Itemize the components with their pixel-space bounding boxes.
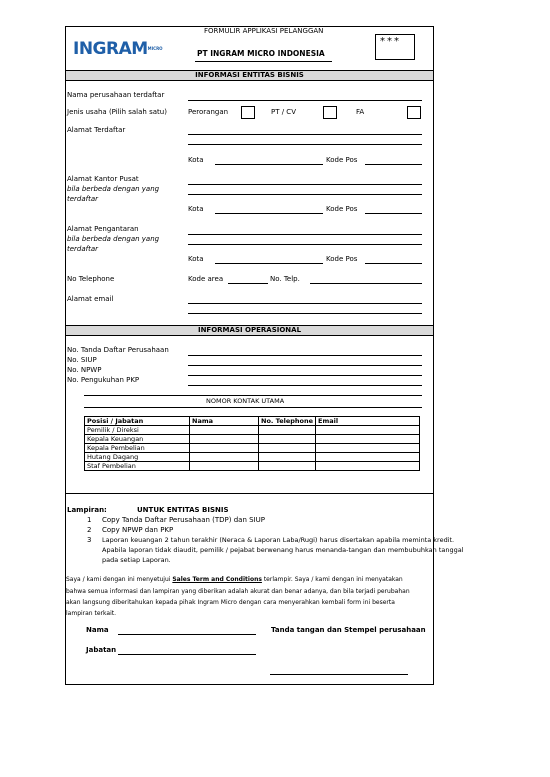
cell-telephone[interactable] — [259, 426, 316, 435]
cell-telephone[interactable] — [259, 453, 316, 462]
field-email-2[interactable] — [188, 313, 422, 314]
ingram-micro-logo: $INGRAM^{MICRO}$ — [73, 39, 163, 59]
label-kota-2: Kota — [188, 205, 204, 213]
declaration-line-3: akan langsung diberitahukan kepada pihak Ingram Micro dengan cara menyerahkan kembali form ini beserta — [66, 599, 395, 606]
field-alamat-1[interactable] — [188, 134, 422, 135]
cell-nama[interactable] — [190, 453, 259, 462]
lampiran-num-3: 3 — [87, 536, 92, 544]
row-posisi: Staf Pembelian — [85, 462, 190, 471]
lampiran-item-1: Copy Tanda Daftar Perusahaan (TDP) dan SIUP — [102, 516, 265, 524]
cell-email[interactable] — [316, 462, 420, 471]
header-telephone: No. Telephone — [259, 417, 316, 426]
table-row — [85, 462, 420, 471]
label-sign-nama: Nama — [86, 626, 109, 634]
cell-email[interactable] — [316, 453, 420, 462]
checkbox-perorangan[interactable] — [241, 106, 255, 119]
contact-table — [84, 416, 420, 471]
row-posisi: Kepala Pembelian — [85, 444, 190, 453]
label-kota-1: Kota — [188, 156, 204, 164]
row-posisi: Pemilik / Direksi — [85, 426, 190, 435]
label-no-telephone: No Telephone — [67, 275, 115, 283]
note-beda-2a: bila berbeda dengan yang — [67, 235, 160, 243]
field-tdp[interactable] — [188, 355, 422, 356]
lampiran-item-3b: Apabila laporan tidak diaudit, pemilik / pejabat berwenang harus menanda-tangan dan membubuhkan tanggal — [102, 546, 464, 554]
lampiran-num-1: 1 — [87, 516, 92, 524]
reference-box[interactable] — [375, 34, 415, 60]
declaration-line-4: lampiran terkait. — [66, 610, 117, 617]
cell-email[interactable] — [316, 426, 420, 435]
lampiran-heading: UNTUK ENTITAS BISNIS — [137, 506, 229, 514]
field-kota-2[interactable] — [215, 213, 323, 214]
field-email-1[interactable] — [188, 303, 422, 304]
label-tanda-tangan: Tanda tangan dan Stempel perusahaan — [271, 626, 426, 634]
option-perorangan-label: Perorangan — [188, 108, 229, 116]
cell-telephone[interactable] — [259, 435, 316, 444]
section-title-operational: INFORMASI OPERASIONAL — [66, 325, 433, 336]
form-title: FORMULIR APPLIKASI PELANGGAN — [204, 27, 324, 35]
lampiran-item-3a: Laporan keuangan 2 tahun terakhir (Neraca & Laporan Laba/Rugi) harus disertakan apabila meminta kredit. — [102, 536, 455, 544]
cell-telephone[interactable] — [259, 444, 316, 453]
checkbox-fa[interactable] — [407, 106, 421, 119]
checkbox-ptcv[interactable] — [323, 106, 337, 119]
label-kota-3: Kota — [188, 255, 204, 263]
field-pkp[interactable] — [188, 385, 422, 386]
label-nama-perusahaan: Nama perusahaan terdaftar — [67, 91, 165, 99]
table-row — [85, 435, 420, 444]
note-beda-1a: bila berbeda dengan yang — [67, 185, 160, 193]
label-alamat-kantor: Alamat Kantor Pusat — [67, 175, 139, 183]
field-kodepos-3[interactable] — [365, 263, 422, 264]
lampiran-num-2: 2 — [87, 526, 92, 534]
field-sign-jabatan[interactable] — [118, 654, 256, 655]
label-npwp: No. NPWP — [67, 366, 102, 374]
cell-telephone[interactable] — [259, 462, 316, 471]
lampiran-item-2: Copy NPWP dan PKP — [102, 526, 174, 534]
label-alamat-terdaftar: Alamat Terdaftar — [67, 126, 126, 134]
field-sign-nama[interactable] — [118, 634, 256, 635]
cell-email[interactable] — [316, 435, 420, 444]
label-kodepos-3: Kode Pos — [326, 255, 358, 263]
header-email: Email — [316, 417, 420, 426]
field-pengantaran-1[interactable] — [188, 234, 422, 235]
reference-value: *** — [380, 36, 401, 47]
label-kodepos-1: Kode Pos — [326, 156, 358, 164]
field-kantor-1[interactable] — [188, 184, 422, 185]
kontak-title: NOMOR KONTAK UTAMA — [206, 397, 285, 405]
field-alamat-2[interactable] — [188, 144, 422, 145]
field-kota-3[interactable] — [215, 263, 323, 264]
declaration-line-2: bahwa semua informasi dan lampiran yang diberikan adalah akurat dan benar adanya, dan bila terjadi perubahan — [66, 588, 410, 595]
label-sign-jabatan: Jabatan — [86, 646, 117, 654]
option-ptcv-label: PT / CV — [271, 108, 296, 116]
lampiran-label: Lampiran: — [67, 506, 107, 514]
label-alamat-email: Alamat email — [67, 295, 114, 303]
table-row — [85, 426, 420, 435]
field-no-telp[interactable] — [310, 283, 422, 284]
cell-nama[interactable] — [190, 426, 259, 435]
table-row — [85, 444, 420, 453]
cell-nama[interactable] — [190, 462, 259, 471]
field-siup[interactable] — [188, 365, 422, 366]
cell-email[interactable] — [316, 444, 420, 453]
header-posisi: Posisi / Jabatan — [85, 417, 190, 426]
lampiran-item-3c: pada setiap Laporan. — [102, 556, 171, 564]
field-nama-perusahaan[interactable] — [188, 100, 422, 101]
note-beda-2b: terdaftar — [67, 245, 99, 253]
declaration-line-1: Saya / kami dengan ini menyetujui Sales Term and Conditions terlampir. Saya / kami dengan ini menyatakan — [66, 576, 403, 583]
row-posisi: Kepala Keuangan — [85, 435, 190, 444]
sales-terms-link[interactable]: Sales Term and Conditions — [172, 576, 262, 583]
label-alamat-pengantaran: Alamat Pengantaran — [67, 225, 139, 233]
field-npwp[interactable] — [188, 375, 422, 376]
cell-nama[interactable] — [190, 435, 259, 444]
section-title-business: INFORMASI ENTITAS BISNIS — [66, 70, 433, 81]
label-siup: No. SIUP — [67, 356, 97, 364]
label-tdp: No. Tanda Daftar Perusahaan — [67, 346, 169, 354]
field-kode-area[interactable] — [228, 283, 268, 284]
row-posisi: Hutang Dagang — [85, 453, 190, 462]
table-row — [85, 453, 420, 462]
note-beda-1b: terdaftar — [67, 195, 99, 203]
option-fa-label: FA — [356, 108, 365, 116]
field-pengantaran-2[interactable] — [188, 244, 422, 245]
company-name: PT INGRAM MICRO INDONESIA — [197, 49, 325, 58]
contact-table-header — [85, 417, 420, 426]
label-no-telp: No. Telp. — [270, 275, 300, 283]
cell-nama[interactable] — [190, 444, 259, 453]
label-kode-area: Kode area — [188, 275, 224, 283]
label-jenis-usaha: Jenis usaha (Pilih salah satu) — [67, 108, 167, 116]
label-kodepos-2: Kode Pos — [326, 205, 358, 213]
field-signature[interactable] — [270, 674, 408, 675]
field-kantor-2[interactable] — [188, 194, 422, 195]
header-nama: Nama — [190, 417, 259, 426]
label-pkp: No. Pengukuhan PKP — [67, 376, 140, 384]
field-kodepos-2[interactable] — [365, 213, 422, 214]
field-kodepos-1[interactable] — [365, 164, 422, 165]
field-kota-1[interactable] — [215, 164, 323, 165]
